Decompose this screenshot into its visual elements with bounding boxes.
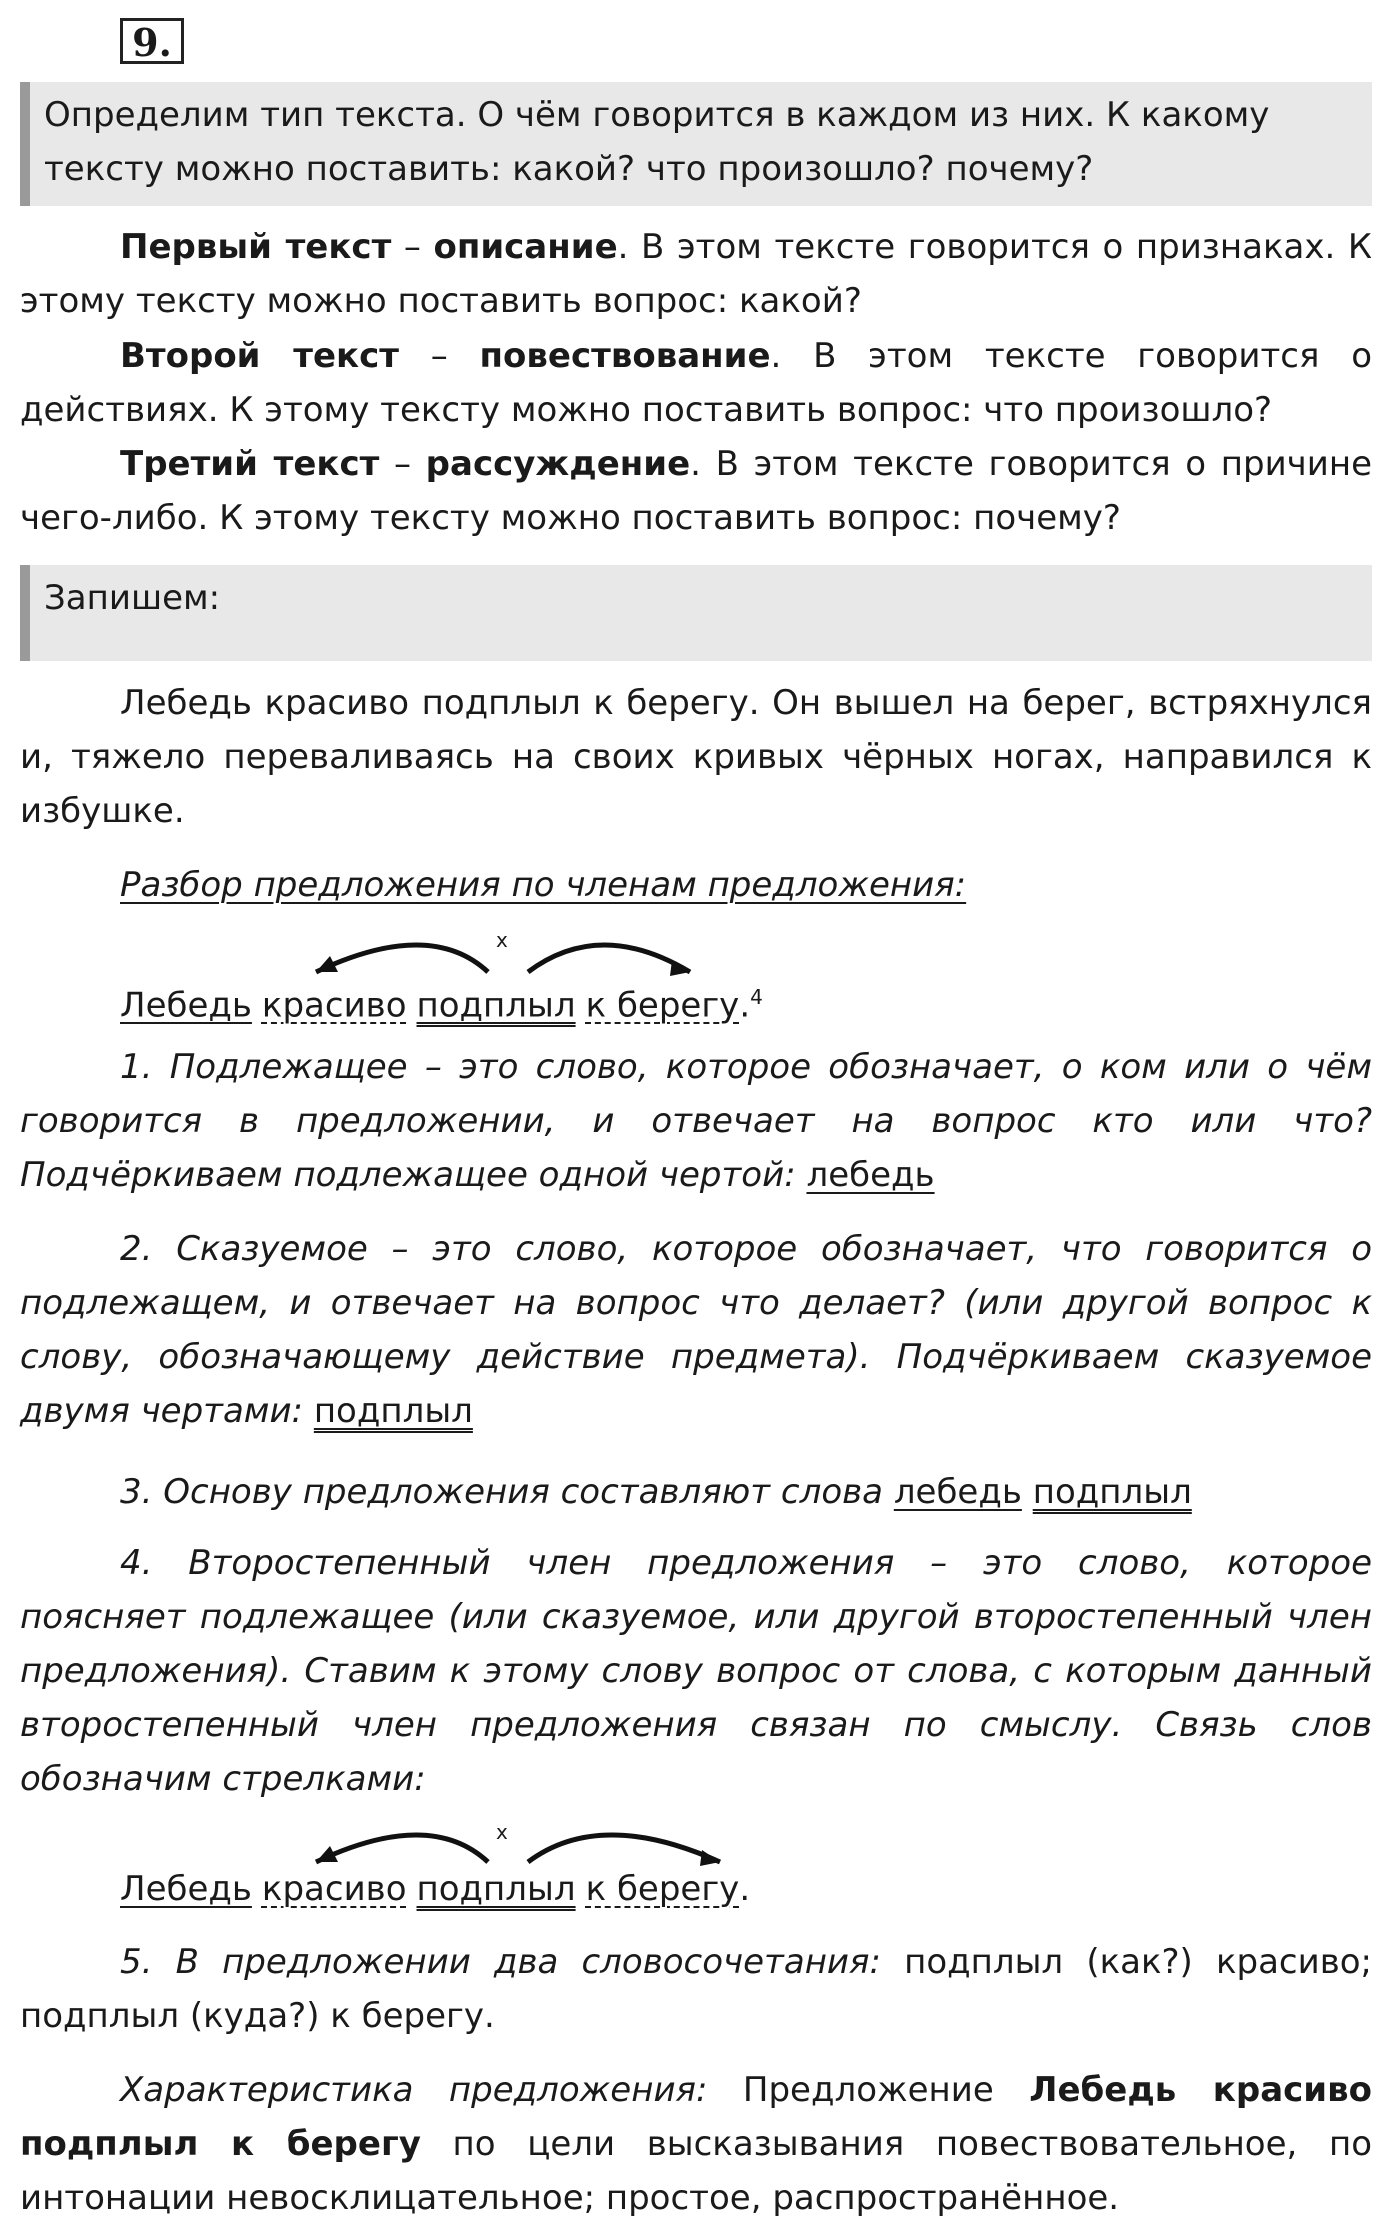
write-box (20, 565, 1372, 661)
question-text: Определим тип текста. О чём говорится в каждом из них. К какому тексту можно поставить: какой? что произошло? почему? (44, 95, 1270, 189)
point-2: 2. Сказуемое – это слово, которое обозначает, что говорится о подлежащем, и отвечает на вопрос что делает? (или другой вопрос к слову, обозначающему действие предмета). Подчёркиваем сказуемое двумя чертами: подплыл (20, 1229, 1372, 1431)
point-1-word: лебедь (806, 1155, 935, 1195)
word-predicate: подплыл (416, 985, 576, 1026)
sentence-2: Лебедь красиво подплыл к берегу. (120, 1869, 751, 1909)
word-object: к берегу (585, 985, 740, 1026)
task-number: 9. (120, 18, 184, 64)
analysis-heading: Разбор предложения по членам предложения: (120, 865, 967, 905)
word-adverb: красиво (261, 985, 407, 1026)
connection-mark-2: x (496, 1820, 508, 1844)
point-4: 4. Второстепенный член предложения – это слово, которое поясняет подлежащее (или сказуемое, или другой второстепенный член предложения). Ставим к этому слову вопрос от слова, с которым данный второстепенный член предложения связан по смыслу. Связь слов обозначим стрелками: (20, 1543, 1372, 1799)
answer-2: Второй текст – повествование. В этом тексте говорится о действиях. К этому тексту можно поставить вопрос: что произошло? (20, 336, 1372, 430)
sentence-sup: 4 (750, 985, 763, 1009)
connection-mark: x (496, 928, 508, 952)
point-3-word-2: подплыл (1032, 1472, 1192, 1512)
point-3-word-1: лебедь (893, 1472, 1022, 1512)
arrow-to-krasivo (316, 945, 488, 972)
answer-1: Первый текст – описание. В этом тексте говорится о признаках. К этому тексту можно поставить вопрос: какой? (20, 227, 1372, 321)
point-2-word: подплыл (313, 1391, 473, 1431)
point-5: 5. В предложении два словосочетания: подплыл (как?) красиво; подплыл (куда?) к берегу. (20, 1942, 1372, 2036)
word-subject: Лебедь (120, 985, 252, 1026)
point-1: 1. Подлежащее – это слово, которое обозначает, о ком или о чём говорится в предложении, и отвечает на вопрос кто или что? Подчёркиваем подлежащее одной чертой: лебедь (20, 1047, 1372, 1195)
arrow-to-beregu (528, 945, 690, 972)
write-label: Запишем: (44, 578, 221, 618)
main-text: Лебедь красиво подплыл к берегу. Он вышел на берег, встряхнулся и, тяжело переваливаясь на своих кривых чёрных ногах, направился к избушке. (20, 683, 1372, 831)
point-3: 3. Основу предложения составляют слова лебедь подплыл (120, 1472, 1192, 1512)
sentence-1: Лебедь красиво подплыл к берегу.$^4$ (120, 985, 763, 1026)
answer-3: Третий текст – рассуждение. В этом тексте говорится о причине чего-либо. К этому тексту можно поставить вопрос: почему? (20, 444, 1373, 538)
question-box (20, 82, 1372, 206)
characteristic: Характеристика предложения: Предложение Лебедь красиво подплыл к берегу по цели высказывания повествовательное, по интонации невосклицательное; простое, распространённое. (20, 2070, 1372, 2218)
